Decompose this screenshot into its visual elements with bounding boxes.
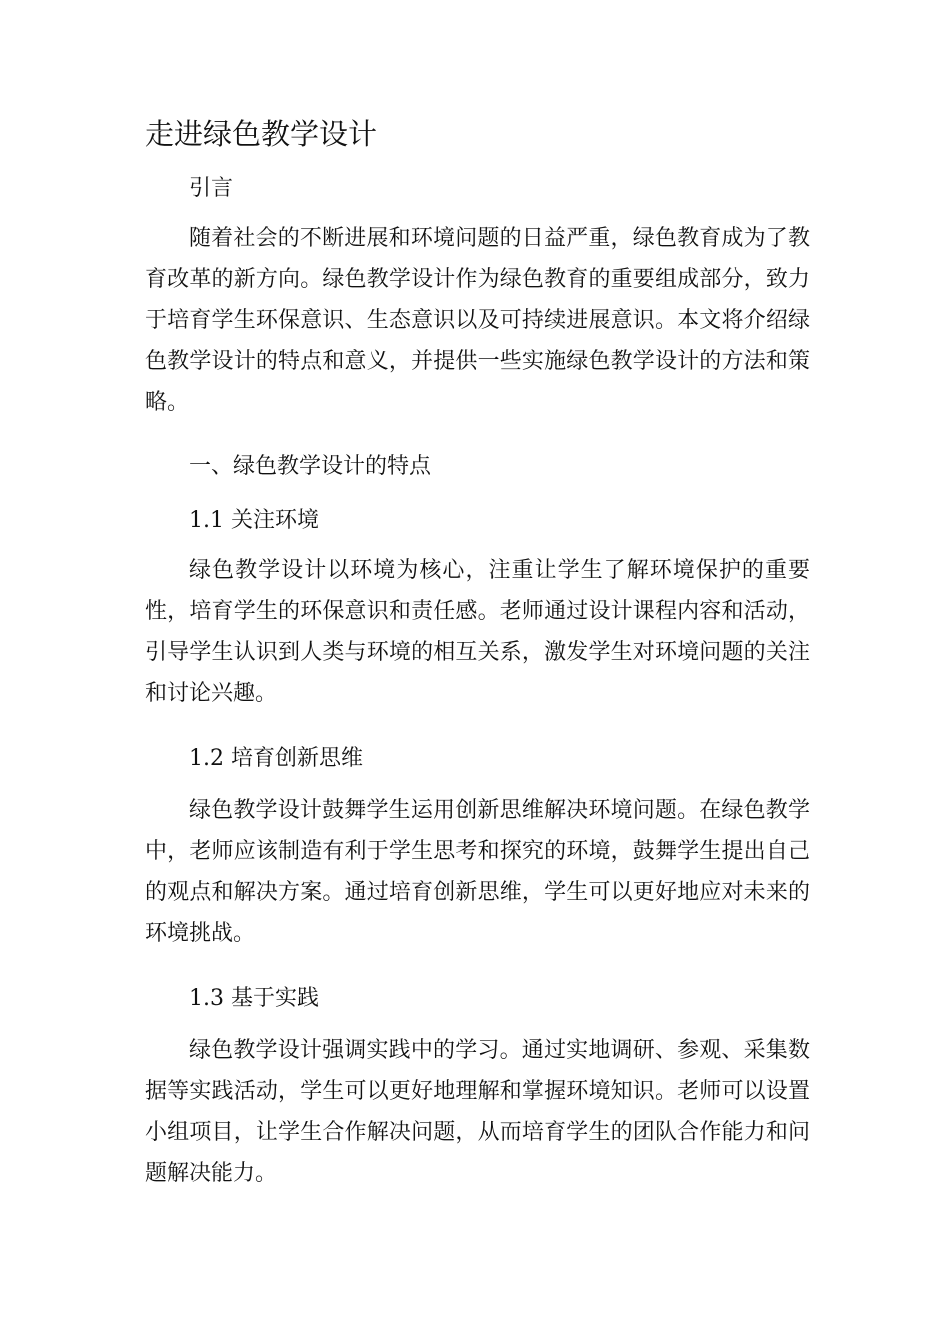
subsection-1-1-paragraph: 绿色教学设计以环境为核心，注重让学生了解环境保护的重要性，培育学生的环保意识和责任感。老师通过设计课程内容和活动，引导学生认识到人类与环境的相互关系，激发学生对环境问题的关注和讨论兴趣。 <box>145 558 810 706</box>
subsection-1-2-paragraph: 绿色教学设计鼓舞学生运用创新思维解决环境问题。在绿色教学中，老师应该制造有利于学生思考和探究的环境，鼓舞学生提出自己的观点和解决方案。通过培育创新思维，学生可以更好地应对未来的环境挑战。 <box>145 798 810 946</box>
subsection-1-3-paragraph: 绿色教学设计强调实践中的学习。通过实地调研、参观、采集数据等实践活动，学生可以更好地理解和掌握环境知识。老师可以设置小组项目，让学生合作解决问题，从而培育学生的团队合作能力和问题解决能力。 <box>145 1038 810 1186</box>
intro-paragraph: 随着社会的不断进展和环境问题的日益严重，绿色教育成为了教育改革的新方向。绿色教学设计作为绿色教育的重要组成部分，致力于培育学生环保意识、生态意识以及可持续进展意识。本文将介绍绿色教学设计的特点和意义，并提供一些实施绿色教学设计的方法和策略。 <box>145 226 810 415</box>
section-1-heading: 一、绿色教学设计的特点 <box>189 454 432 479</box>
intro-heading: 引言 <box>189 176 234 201</box>
subsection-1-3-heading: 1.3 基于实践 <box>189 986 319 1011</box>
subsection-1-2-heading: 1.2 培育创新思维 <box>189 746 363 771</box>
subsection-1-1-heading: 1.1 关注环境 <box>189 508 319 533</box>
document-title: 走进绿色教学设计 <box>145 117 378 151</box>
